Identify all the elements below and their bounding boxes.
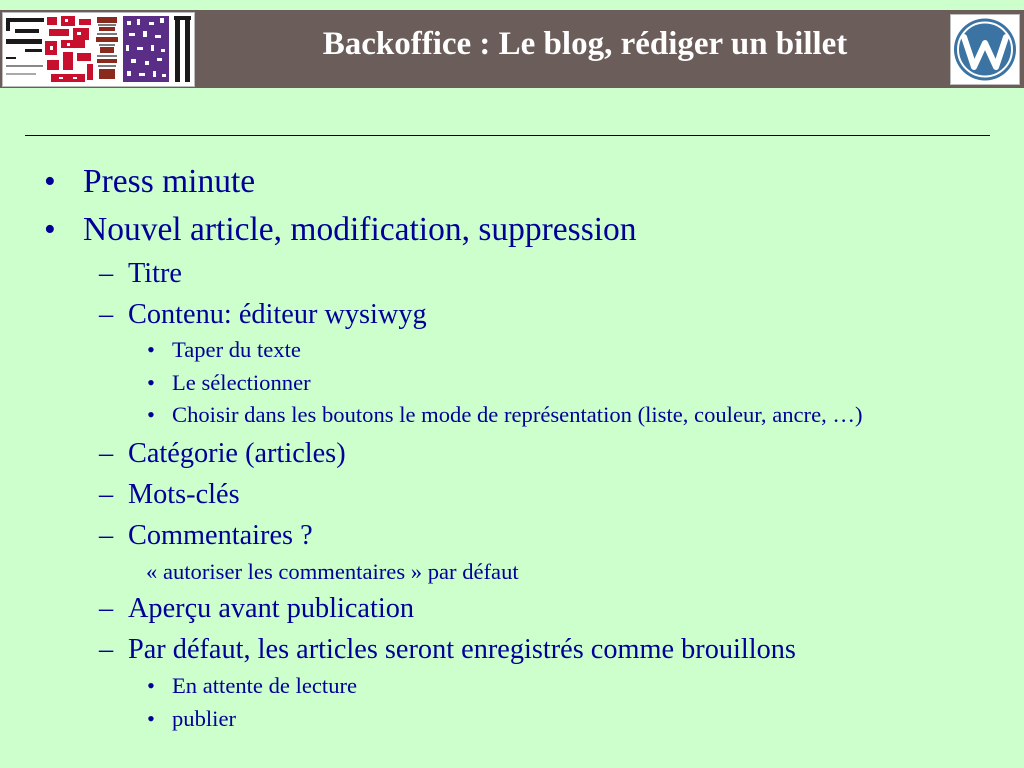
list-item-text: Press minute — [83, 163, 256, 200]
list-item-text: Nouvel article, modification, suppression — [83, 211, 637, 248]
dash-icon — [99, 440, 113, 468]
list-subitem-text: Commentaires ? — [128, 520, 313, 551]
dash-icon — [99, 522, 113, 550]
bullet-icon — [44, 213, 56, 247]
list-subitem-text: Mots-clés — [128, 479, 240, 510]
list-subitem-text: Contenu: éditeur wysiwyg — [128, 299, 427, 330]
dash-icon — [99, 481, 113, 509]
bullet-icon — [147, 404, 155, 427]
list-subsubitem-text: En attente de lecture — [172, 673, 358, 698]
list-subitem-text: Aperçu avant publication — [128, 593, 415, 624]
bullet-icon — [147, 372, 155, 395]
list-subsubitem-text: Le sélectionner — [172, 370, 311, 395]
list-subsubitem-text: publier — [172, 706, 236, 731]
list-subitem-text: Catégorie (articles) — [128, 438, 346, 469]
list-subsubitem-text: Taper du texte — [172, 337, 301, 362]
bullet-icon — [44, 165, 56, 199]
list-subitem-text: Par défaut, les articles seront enregistrés comme brouillons — [128, 634, 796, 665]
bullet-icon — [147, 339, 155, 362]
list-subitem-text: Titre — [128, 258, 182, 289]
dash-icon — [99, 636, 113, 664]
dash-icon — [99, 260, 113, 288]
slide-title: Backoffice : Le blog, rédiger un billet — [322, 26, 848, 62]
dash-icon — [99, 595, 113, 623]
bullet-icon — [147, 675, 155, 698]
dash-icon — [99, 301, 113, 329]
list-note-text: « autoriser les commentaires » par défaut — [146, 559, 519, 584]
bullet-icon — [147, 708, 155, 731]
list-subsubitem-text: Choisir dans les boutons le mode de représentation (liste, couleur, ancre, …) — [172, 402, 863, 427]
